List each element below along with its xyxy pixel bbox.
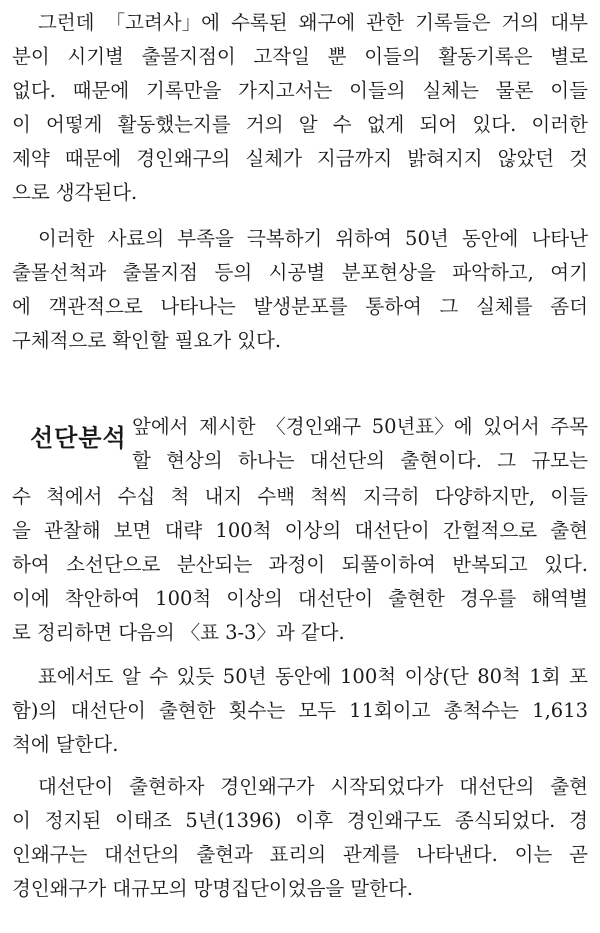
section-line-2: 할 현상의 하나는 대선단의 출현이다. 그 규모는	[132, 449, 588, 472]
paragraph-4-line-4: 경인왜구가 대규모의 망명집단이었음을 말한다.	[12, 877, 413, 900]
paragraph-3-line-2: 함)의 대선단이 출현한 횟수는 모두 11회이고 총척수는 1,613	[12, 699, 588, 722]
paragraph-2-line-3: 에 객관적으로 나타나는 발생분포를 통하여 그 실체를 좀더	[12, 295, 588, 318]
paragraph-3-line-1: 표에서도 알 수 있듯 50년 동안에 100척 이상(단 80척 1회 포	[38, 665, 588, 688]
paragraph-4-line-2: 이 정지된 이태조 5년(1396) 이후 경인왜구도 종식되었다. 경	[12, 809, 588, 832]
paragraph-1-line-3: 없다. 때문에 기록만을 가지고서는 이들의 실체는 물론 이들	[12, 79, 588, 102]
section-heading: 선단분석	[30, 424, 127, 452]
paragraph-3-line-3: 척에 달한다.	[12, 733, 119, 756]
paragraph-1-line-5: 제약 때문에 경인왜구의 실체가 지금까지 밝혀지지 않았던 것	[12, 147, 588, 170]
paragraph-4-line-3: 인왜구는 대선단의 출현과 표리의 관계를 나타낸다. 이는 곧	[12, 843, 588, 866]
section-line-5: 하여 소선단으로 분산되는 과정이 되풀이하여 반복되고 있다.	[12, 553, 588, 576]
paragraph-2-line-4: 구체적으로 확인할 필요가 있다.	[12, 329, 282, 352]
paragraph-1-line-2: 분이 시기별 출몰지점이 고작일 뿐 이들의 활동기록은 별로	[12, 45, 588, 68]
section-line-1: 앞에서 제시한 〈경인왜구 50년표〉에 있어서 주목	[132, 415, 588, 438]
paragraph-1-line-6: 으로 생각된다.	[12, 181, 138, 204]
section-line-7: 로 정리하면 다음의 〈표 3-3〉과 같다.	[12, 621, 345, 644]
paragraph-1-line-1: 그런데 「고려사」에 수록된 왜구에 관한 기록들은 거의 대부	[38, 11, 588, 34]
paragraph-2-line-2: 출몰선척과 출몰지점 등의 시공별 분포현상을 파악하고, 여기	[12, 261, 588, 284]
paragraph-1-line-4: 이 어떻게 활동했는지를 거의 알 수 없게 되어 있다. 이러한	[12, 113, 588, 136]
section-line-4: 을 관찰해 보면 대략 100척 이상의 대선단이 간헐적으로 출현	[12, 519, 588, 542]
section-line-6: 이에 착안하여 100척 이상의 대선단이 출현한 경우를 해역별	[12, 587, 588, 610]
section-line-3: 수 척에서 수십 척 내지 수백 척씩 지극히 다양하지만, 이들	[12, 485, 588, 508]
paragraph-2-line-1: 이러한 사료의 부족을 극복하기 위하여 50년 동안에 나타난	[38, 227, 588, 250]
paragraph-4-line-1: 대선단이 출현하자 경인왜구가 시작되었다가 대선단의 출현	[38, 775, 588, 798]
